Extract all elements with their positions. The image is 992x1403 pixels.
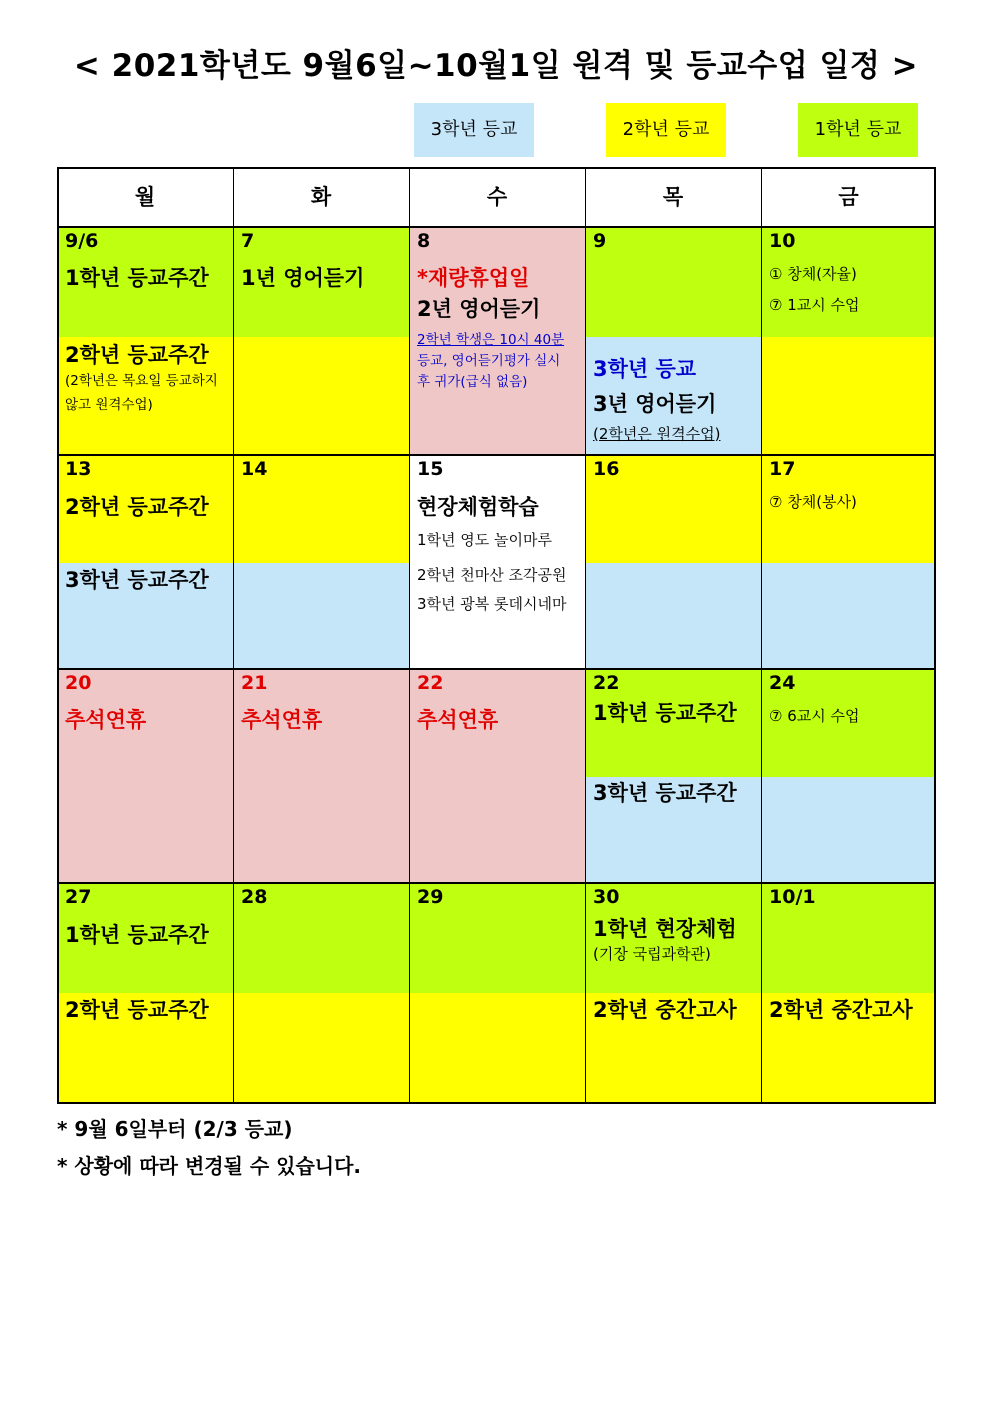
date-21: 21: [241, 672, 268, 694]
header-tue: 화: [310, 185, 332, 209]
footer-note-2: * 상황에 따라 변경될 수 있습니다.: [57, 1154, 362, 1178]
event-text: 1학년 등교주간: [65, 266, 209, 290]
event-text: ⑦ 6교시 수업: [769, 707, 860, 725]
event-text: 1학년 현장체험: [593, 917, 737, 941]
date-9: 9: [593, 230, 607, 252]
date-24: 24: [769, 672, 796, 694]
event-text: 3학년 등교주간: [593, 781, 737, 805]
legend-grade1: 1학년 등교: [798, 103, 918, 157]
legend-grade3: 3학년 등교: [414, 103, 534, 157]
event-text: 1학년 등교주간: [65, 923, 209, 947]
date-16: 16: [593, 458, 620, 480]
date-20: 20: [65, 672, 92, 694]
event-note: 2학년 학생은 10시 40분: [417, 332, 565, 348]
event-text: 3년 영어듣기: [593, 392, 717, 416]
event-note: 않고 원격수업): [65, 397, 153, 413]
schedule-calendar: [57, 167, 936, 1104]
event-text: ⑦ 1교시 수업: [769, 296, 860, 314]
event-text: ⑦ 창체(봉사): [769, 493, 857, 511]
event-note: 2학년 천마산 조각공원: [417, 566, 567, 584]
event-note: (2학년은 원격수업): [593, 425, 721, 443]
event-text: 2학년 등교주간: [65, 998, 209, 1022]
event-holiday: *재량휴업일: [417, 266, 530, 290]
date-27: 27: [65, 886, 92, 908]
event-text: 3학년 등교: [593, 357, 697, 381]
event-text: 현장체험학습: [417, 495, 539, 519]
event-note: (기장 국립과학관): [593, 945, 711, 963]
event-text: 1학년 등교주간: [593, 701, 737, 725]
header-thu: 목: [662, 185, 684, 209]
event-note: 등교, 영어듣기평가 실시: [417, 353, 561, 369]
date-30: 30: [593, 886, 620, 908]
event-text: 2학년 등교주간: [65, 343, 209, 367]
event-note: 후 귀가(급식 없음): [417, 374, 528, 390]
date-10-1: 10/1: [769, 886, 816, 908]
event-note: 1학년 영도 놀이마루: [417, 531, 553, 549]
event-note: 3학년 광복 롯데시네마: [417, 595, 567, 613]
date-10: 10: [769, 230, 796, 252]
event-holiday: 추석연휴: [417, 708, 499, 732]
date-9-6: 9/6: [65, 230, 99, 252]
event-note: (2학년은 목요일 등교하지: [65, 373, 218, 389]
date-29: 29: [417, 886, 444, 908]
date-14: 14: [241, 458, 268, 480]
date-17: 17: [769, 458, 796, 480]
footer-note-1: * 9월 6일부터 (2/3 등교): [57, 1117, 293, 1141]
date-13: 13: [65, 458, 92, 480]
event-text: 1년 영어듣기: [241, 266, 365, 290]
header-fri: 금: [838, 185, 859, 209]
event-text: ① 창체(자율): [769, 265, 857, 283]
event-text: 3학년 등교주간: [65, 568, 209, 592]
date-15: 15: [417, 458, 444, 480]
date-28: 28: [241, 886, 268, 908]
date-8: 8: [417, 230, 431, 252]
event-text: 2학년 등교주간: [65, 495, 209, 519]
event-text: 2학년 중간고사: [593, 998, 737, 1022]
date-22: 22: [417, 672, 444, 694]
event-text: 2년 영어듣기: [417, 297, 541, 321]
date-7: 7: [241, 230, 255, 252]
header-wed: 수: [486, 185, 508, 209]
event-holiday: 추석연휴: [241, 708, 323, 732]
legend-grade2: 2학년 등교: [606, 103, 726, 157]
page-title: < 2021학년도 9월6일~10월1일 원격 및 등교수업 일정 >: [73, 48, 919, 84]
date-22b: 22: [593, 672, 620, 694]
header-mon: 월: [134, 185, 156, 209]
event-text: 2학년 중간고사: [769, 998, 913, 1022]
event-holiday: 추석연휴: [65, 708, 147, 732]
